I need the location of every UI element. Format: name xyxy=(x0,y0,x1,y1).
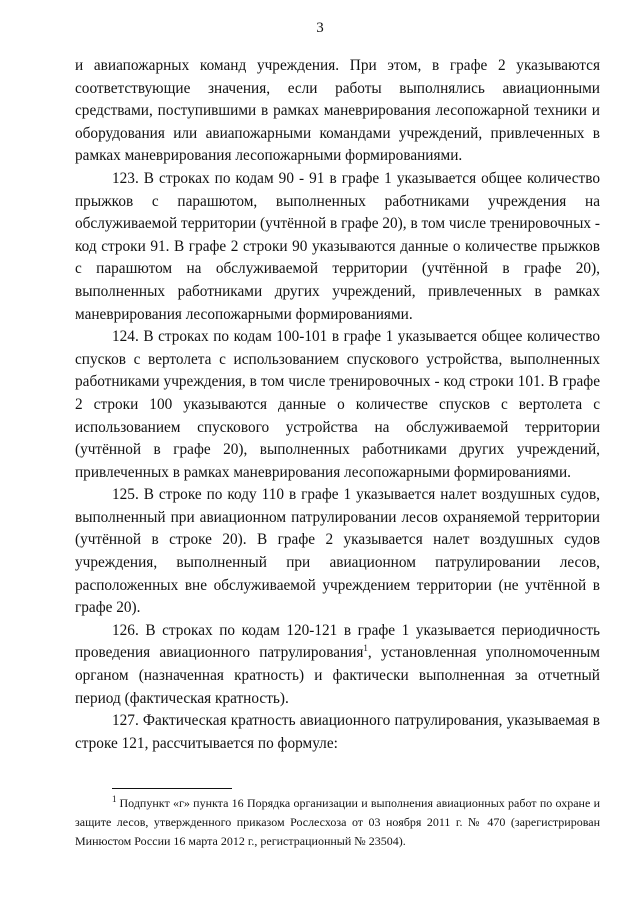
paragraph-126-text-before: 126. В строках по кодам 120-121 в графе 1 указывается периодичность проведения авиационного патрулирования xyxy=(75,621,600,662)
paragraph-124: 124. В строках по кодам 100-101 в графе 1 указывается общее количество спусков с вертолета с использованием спускового устройства, выполненных работниками учреждения, в том числе тренировочных - код строки 101. В графе 2 строки 100 указываются данные о количестве спусков с вертолета с использованием спускового устройства на обслуживаемой территории (учтённой в графе 20), выполненных работниками других учреждений, привлеченных в рамках маневрирования лесопожарными формированиями. xyxy=(75,328,600,481)
paragraph-127: 127. Фактическая кратность авиационного патрулирования, указываемая в строке 121, рассчитывается по формуле: xyxy=(75,712,600,752)
footnote-separator xyxy=(112,788,232,789)
body-text xyxy=(75,55,600,755)
paragraph-125: 125. В строке по коду 110 в графе 1 указывается налет воздушных судов, выполненный при авиационном патрулировании лесов охраняемой территории (учтённой в строке 20). В графе 2 указывается налет воздушных судов учреждения, выполненный при авиационном патрулировании лесов, расположенных вне обслуживаемой учреждением территории (не учтённой в графе 20). xyxy=(75,486,600,617)
paragraph-123: 123. В строках по кодам 90 - 91 в графе 1 указывается общее количество прыжков с парашютом, выполненных работниками учреждения на обслуживаемой территории (учтённой в графе 20), в том числе тренировочных - код строки 91. В графе 2 строки 90 указываются данные о количестве прыжков с парашютом на обслуживаемой территории (учтённой в графе 20), выполненных работниками других учреждений, привлеченных в рамках маневрирования лесопожарными формированиями. xyxy=(75,169,600,323)
paragraph-126 xyxy=(75,620,600,710)
footnote-text: Подпункт «г» пункта 16 Порядка организации и выполнения авиационных работ по охране и защите лесов, утвержденного приказом Рослесхоза от 03 ноября 2011 г. № 470 (зарегистрирован Минюстом России 16 марта 2012 г., регистрационный № 23504). xyxy=(75,796,600,848)
footnote-reference: 1 xyxy=(363,643,368,654)
footnote-marker: 1 xyxy=(112,794,117,804)
footnote xyxy=(75,794,600,851)
page-number: 3 xyxy=(316,20,324,36)
paragraph-continuation: и авиапожарных команд учреждения. При этом, в графе 2 указываются соответствующие значения, если работы выполнялись авиационными средствами, поступившими в рамках маневрирования лесопожарной техники и оборудования или авиапожарными командами учреждений, привлеченных в рамках маневрирования лесопожарными формированиями. xyxy=(75,57,600,165)
paragraph-126-text-after: , установленная уполномоченным органом (назначенная кратность) и фактически выполненная за отчетный период (фактическая кратность). xyxy=(75,644,600,707)
